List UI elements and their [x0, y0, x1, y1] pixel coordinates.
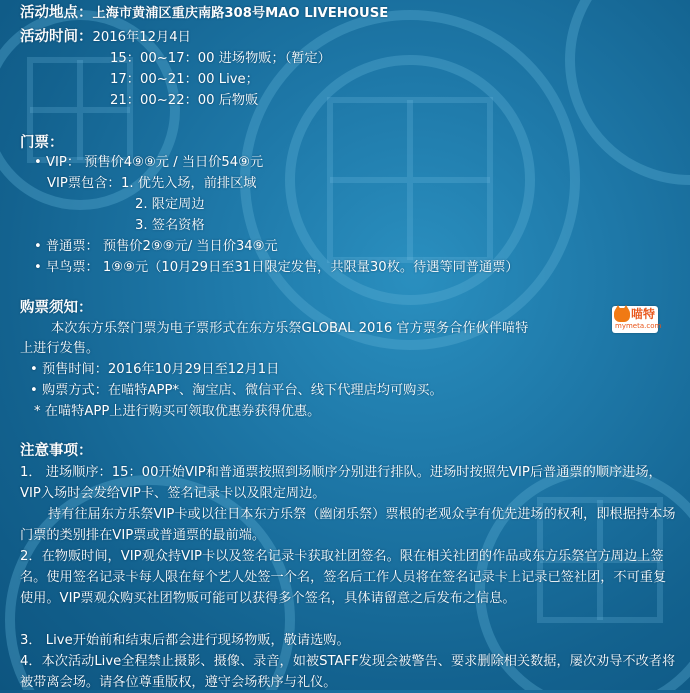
- time-line: [20, 27, 191, 48]
- note-paragraph: 4．本次活动Live全程禁止摄影、摄像、录音，如被STAFF发现会被警告、要求删除相关数据，屡次劝导不改者将被带离会场。请各位尊重版权，遵守会场秩序与礼仪。: [20, 654, 676, 690]
- time-slot: 21：00~22：00 后物贩: [110, 93, 259, 108]
- logo-domain: mymeta.com: [615, 322, 662, 330]
- time-label: 活动时间：: [20, 29, 93, 45]
- venue-line: [20, 3, 388, 24]
- purchase-item: • 预售时间：2016年10月29日至12月1日: [30, 362, 280, 377]
- note-paragraph: 持有往届东方乐祭VIP卡或以往日本东方乐祭（幽闭乐祭）票根的老观众享有优先进场的权利，即根据持本场门票的类别排在VIP票或普通票的最前端。: [20, 507, 676, 543]
- venue-value: 上海市黄浦区重庆南路308号MAO LIVEHOUSE: [92, 6, 389, 21]
- purchase-item: • 购票方式：在喵特APP*、淘宝店、微信平台、线下代理店均可购买。: [30, 383, 443, 398]
- logo-name: 喵特: [631, 307, 656, 321]
- vip-includes-item: 1. 优先入场，前排区域: [121, 176, 257, 191]
- note-paragraph: 3． Live开始前和结束后都会进行现场物贩，敬请选购。: [20, 633, 350, 648]
- maotu-logo: [612, 306, 662, 333]
- orange-cat-icon: [614, 308, 630, 322]
- vip-includes-item: 3. 签名资格: [135, 218, 205, 233]
- purchase-item: * 在喵特APP上进行购买可领取优惠券获得优惠。: [34, 404, 321, 419]
- early-price: • 早鸟票： 1⑨⑨元（10月29日至31日限定发售，共限量30枚。待遇等同普通票）: [34, 260, 519, 275]
- venue-label: 活动地点：: [20, 5, 93, 21]
- purchase-intro: 本次东方乐祭门票为电子票形式在东方乐祭GLOBAL 2016 官方票务合作伙伴喵特: [51, 321, 529, 336]
- purchase-heading: 购票须知：: [20, 300, 93, 316]
- note-paragraph: 2．在物贩时间，VIP观众持VIP卡以及签名记录卡获取社团签名。限在相关社团的作品或东方乐祭官方周边上签名。使用签名记录卡每人限在每个艺人处签一个名，签名后工作人员将在签名记录卡上记录已签社团，不可重复使用。VIP票观众购买社团物贩可能可以获得多个签名，具体请留意之后发布之信息。: [20, 549, 667, 606]
- normal-price: • 普通票： 预售价2⑨⑨元/ 当日价34⑨元: [34, 239, 278, 254]
- note-paragraph: 1． 进场顺序：15：00开始VIP和普通票按照到场顺序分别进行排队。进场时按照先VIP后普通票的顺序进场，VIP入场时会发给VIP卡、签名记录卡以及限定周边。: [20, 465, 662, 501]
- time-date: 2016年12月4日: [92, 30, 191, 45]
- purchase-intro: 上进行发售。: [20, 341, 100, 356]
- vip-includes-item: 2. 限定周边: [135, 197, 205, 212]
- time-slot: 17：00~21：00 Live；: [110, 72, 259, 87]
- time-slot: 15：00~17：00 进场物贩；（暂定）: [110, 51, 331, 66]
- notes-heading: 注意事项：: [20, 443, 93, 459]
- vip-price: • VIP： 预售价4⑨⑨元 / 当日价54⑨元: [34, 155, 264, 170]
- tickets-heading: 门票：: [20, 135, 64, 151]
- vip-includes-label: VIP票包含：: [47, 176, 121, 191]
